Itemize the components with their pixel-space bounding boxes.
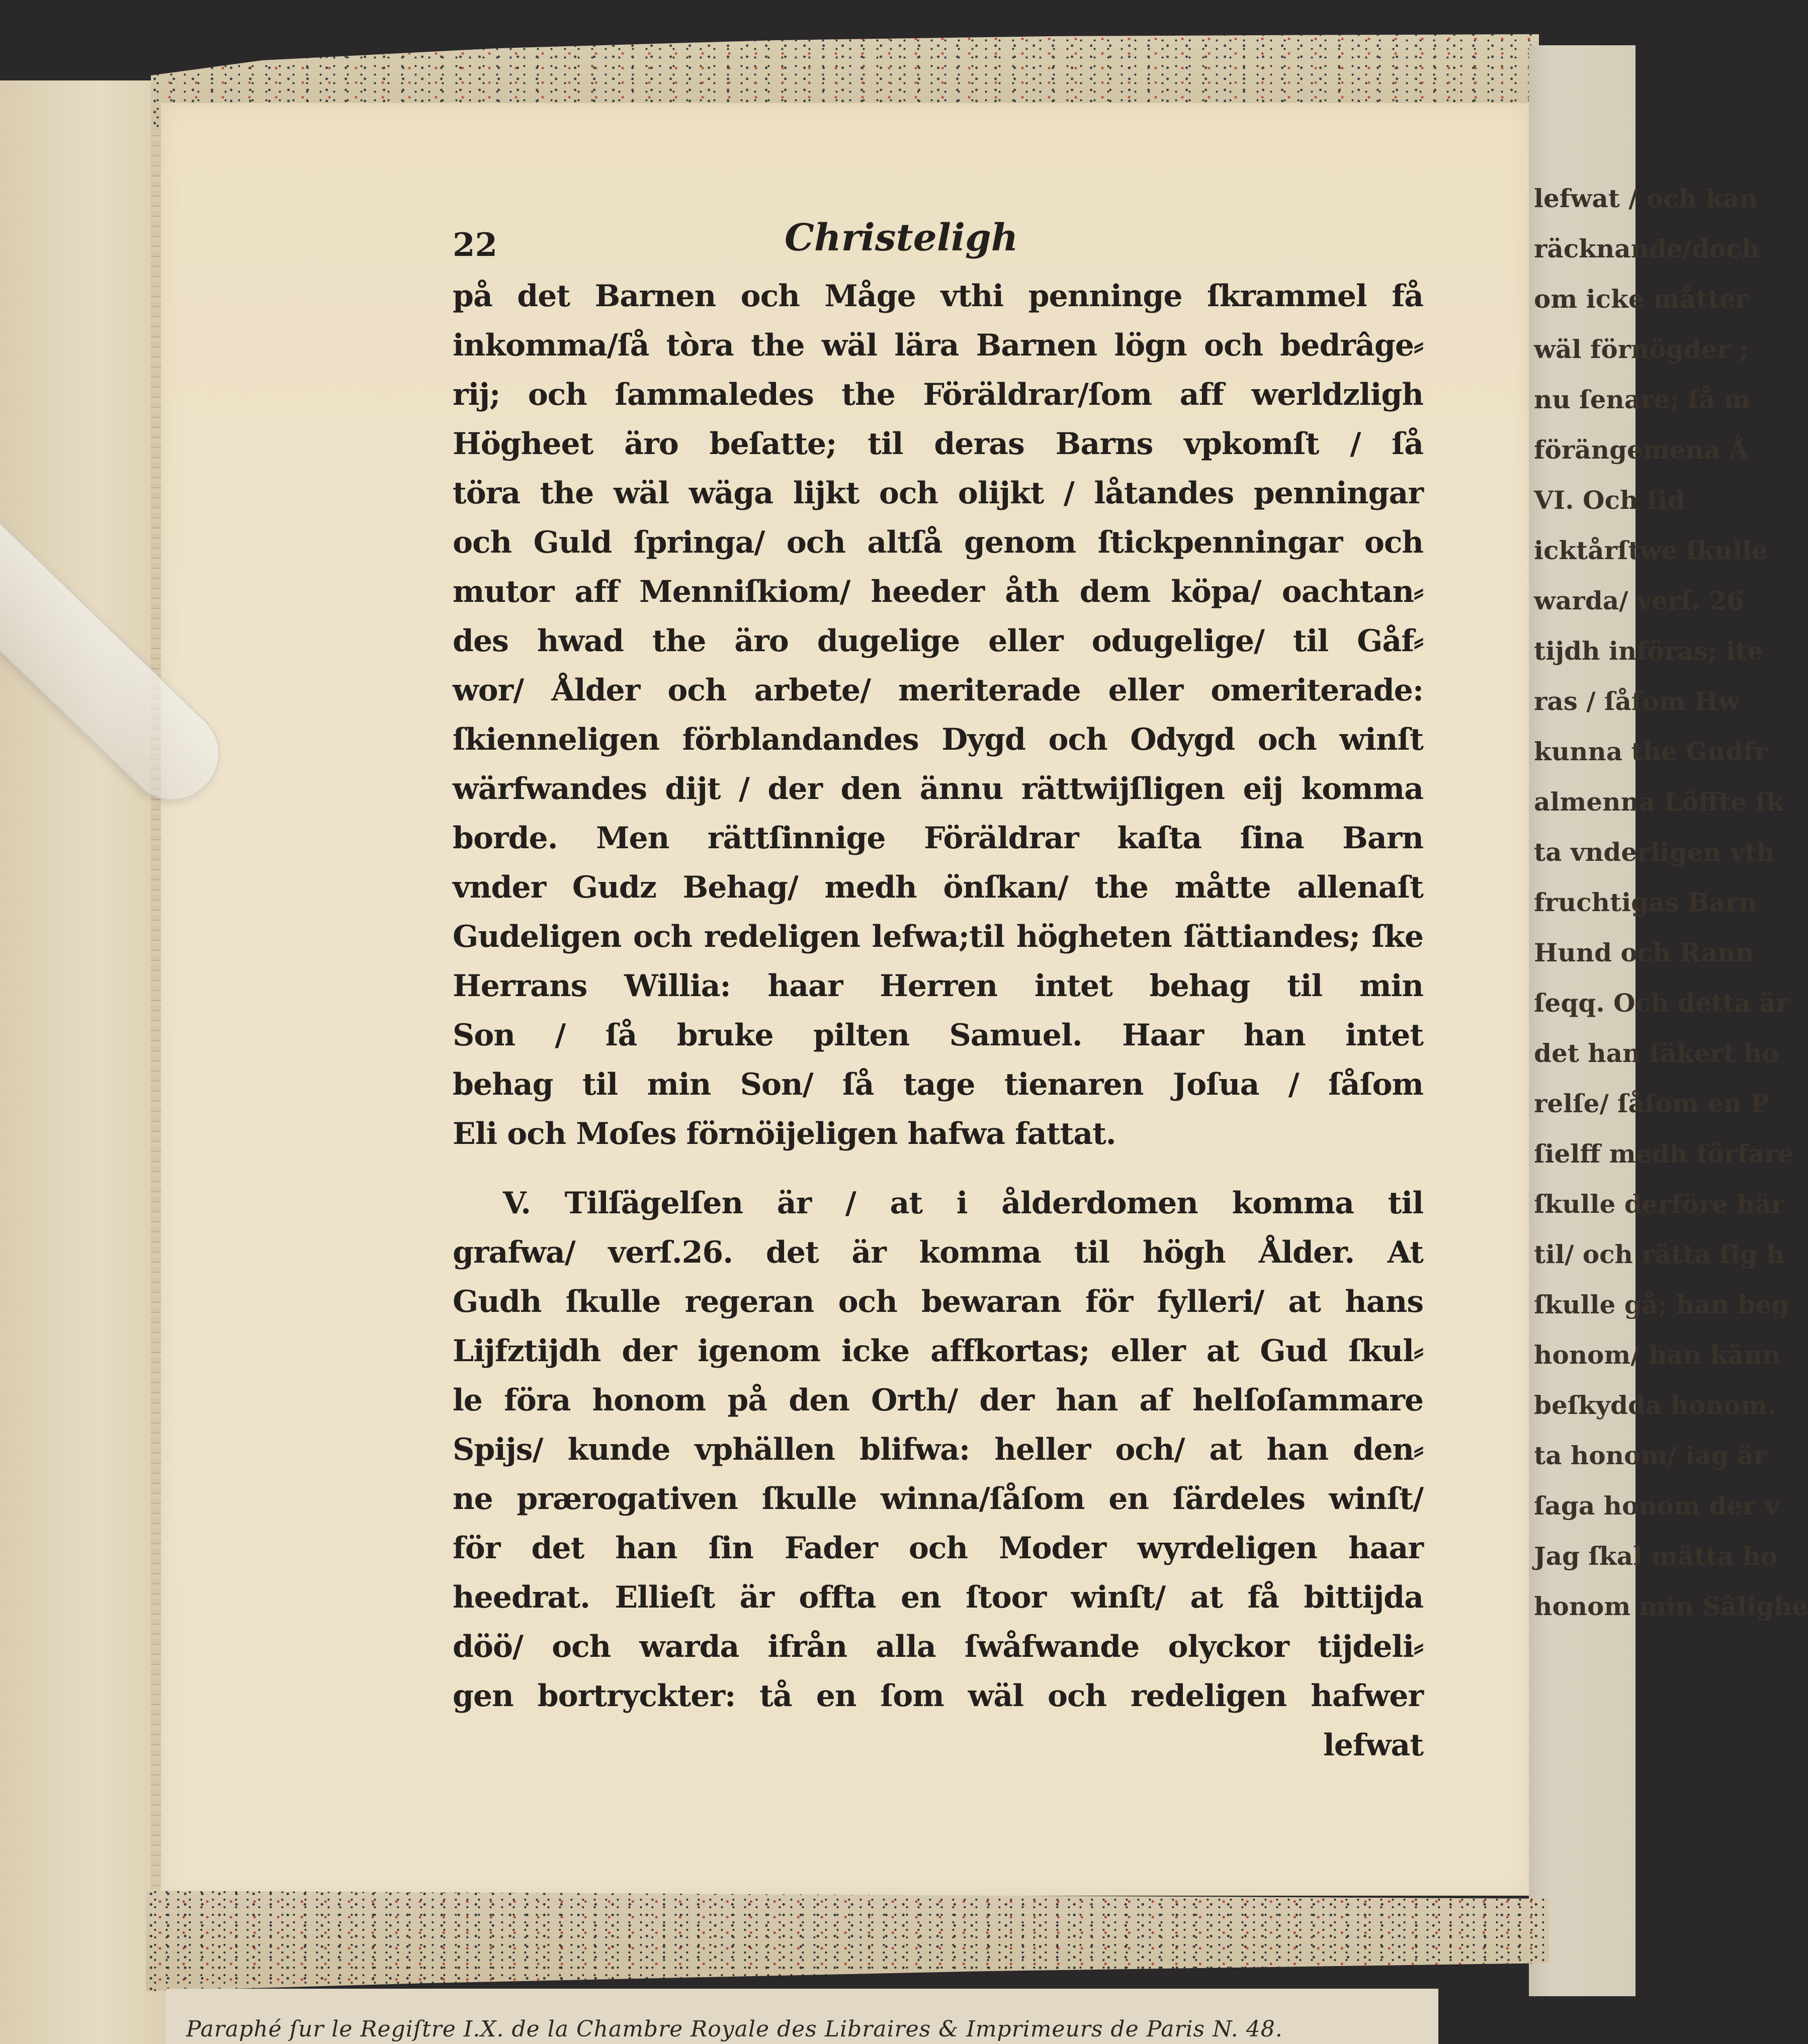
text-line: Lijfztijdh der igenom icke affkortas; eller at Gud ſkul⸗ — [453, 1334, 1423, 1369]
paragraph-gap — [453, 1159, 1423, 1179]
text-line: grafwa/ verſ.26. det är komma til högh Ålder. At — [453, 1235, 1423, 1270]
left-endpaper — [0, 80, 166, 2044]
facing-page-line: nu ſenare; ſå m — [1534, 385, 1751, 414]
facing-page-line: relſe/ ſåſom en P — [1534, 1089, 1770, 1118]
text-line: Högheet äro beſatte; til deras Barns vpkomſt / ſå — [453, 426, 1423, 462]
book-page — [161, 103, 1529, 1896]
body-text — [453, 272, 1423, 1721]
facing-page-line: Jag ſkal mätta ho — [1534, 1541, 1778, 1571]
facing-page-line: ta vnderligen vth — [1534, 837, 1775, 867]
facing-page-line: beſkydda honom. — [1534, 1390, 1776, 1420]
text-line: Son / ſå bruke pilten Samuel. Haar han intet — [453, 1018, 1423, 1053]
facing-page-line: til/ och rätta ſig h — [1534, 1239, 1785, 1269]
facing-page-line: förängemena Å — [1534, 435, 1749, 465]
facing-page-line: ta honom/ iag är — [1534, 1441, 1767, 1470]
library-card — [166, 1989, 1438, 2044]
speckled-bottom-edge — [146, 1891, 1549, 1991]
text-line: töra the wäl wäga lijkt och olijkt / låtandes penningar — [453, 476, 1423, 511]
text-line: Herrans Willia: haar Herren intet behag til min — [453, 968, 1423, 1004]
page-number: 22 — [453, 226, 498, 264]
facing-page-line: Hund och Rann — [1534, 938, 1754, 967]
text-line: Eli och Moſes förnöijeligen hafwa fattat. — [453, 1116, 1116, 1151]
facing-page-line: ſeqq. Och detta är — [1534, 988, 1789, 1018]
text-line: heedrat. Ellieſt är offta en ſtoor winſt/ at få bittijda — [453, 1580, 1423, 1615]
facing-page-line: ſielff medh förfare — [1534, 1139, 1794, 1169]
running-title: Christeligh — [785, 216, 1018, 259]
facing-page-text — [1534, 173, 1808, 1632]
text-line: Gudh ſkulle regeran och bewaran för fylleri/ at hans — [453, 1284, 1423, 1319]
running-head — [453, 216, 1423, 272]
facing-page-line: warda/ verſ. 26 — [1534, 586, 1744, 615]
text-line: des hwad the äro dugelige eller odugelige/ til Gåf⸗ — [453, 624, 1423, 659]
facing-page-line: tijdh införas; ite — [1534, 636, 1763, 666]
facing-page-line: ſkulle derföre här — [1534, 1189, 1785, 1219]
text-block — [453, 216, 1423, 1770]
facing-page-line: wäl förnögder ; — [1534, 334, 1749, 364]
catchword: lefwat — [1323, 1728, 1423, 1763]
text-line: döö/ och warda ifrån alla ſwåfwande olyckor tijdeli⸗ — [453, 1629, 1423, 1664]
facing-page-line: honom min Sâlighe — [1534, 1591, 1808, 1621]
facing-page-line: fruchtigas Barn — [1534, 887, 1757, 917]
text-line: borde. Men rättſinnige Föräldrar kaſta ſina Barn — [453, 821, 1423, 856]
facing-page-line: om icke måtter — [1534, 284, 1749, 314]
text-line: på det Barnen och Måge vthi penninge ſkrammel få — [453, 279, 1423, 314]
text-line: wor/ Ålder och arbete/ meriterade eller omeriterade: — [453, 673, 1423, 708]
text-line: Gudeligen och redeligen lefwa;til högheten ſättiandes; ſke — [453, 919, 1423, 954]
text-line: och Guld ſpringa/ och altſå genom ſtickpenningar och — [453, 525, 1423, 560]
text-line: ne prærogativen ſkulle winna/ſåſom en ſärdeles winſt/ — [453, 1481, 1423, 1517]
text-line: V. Tilſägelſen är / at i ålderdomen komma til — [503, 1186, 1423, 1221]
facing-page-line: räcknande/doch — [1534, 234, 1760, 263]
facing-page-line: almenna Löffte ſk — [1534, 787, 1784, 817]
facing-page — [1529, 45, 1808, 1996]
facing-page-line: ras / ſåſom Hw — [1534, 686, 1740, 716]
facing-page-line: honom/ han känn — [1534, 1340, 1781, 1370]
text-line: Spijs/ kunde vphällen blifwa: heller och/ at han den⸗ — [453, 1432, 1423, 1467]
text-line: mutor aff Menniſkiom/ heeder åth dem köpa/ oachtan⸗ — [453, 574, 1423, 609]
text-line: le föra honom på den Orth/ der han af helſoſammare — [453, 1383, 1423, 1418]
facing-page-line: ſkulle gå; han beg — [1534, 1290, 1789, 1319]
facing-page-line: kunna the Gudfr — [1534, 737, 1768, 766]
text-line: inkomma/ſå tòra the wäl lära Barnen lögn och bedrâge⸗ — [453, 328, 1423, 363]
text-line: behag til min Son/ ſå tage tienaren Joſua / ſåſom — [453, 1067, 1423, 1102]
text-line: för det han ſin Fader och Moder wyrdeligen haar — [453, 1531, 1423, 1566]
facing-page-line: ſaga honom der v — [1534, 1491, 1779, 1521]
facing-page-line: icktårſtwe ſkulle — [1534, 536, 1768, 565]
text-line: wärfwandes dijt / der den ännu rättwijſligen eij komma — [453, 771, 1423, 807]
text-line: ſkienneligen förblandandes Dygd och Odygd och winſt — [453, 722, 1423, 757]
printer-note: Paraphé ſur le Regiſtre I.X. de la Chambre Royale des Libraires & Imprimeurs de Paris N. 48. — [186, 2016, 1283, 2042]
text-line: gen bortryckter: tå en ſom wäl och redeligen hafwer — [453, 1678, 1423, 1714]
facing-page-line: det han ſäkert ho — [1534, 1038, 1779, 1068]
text-line: rij; och ſammaledes the Föräldrar/ſom aff werldzligh — [453, 377, 1423, 412]
facing-page-line: lefwat / och kan — [1534, 184, 1758, 213]
facing-page-line: VI. Och ſid — [1534, 485, 1685, 515]
text-line: vnder Gudz Behag/ medh önſkan/ the måtte allenaſt — [453, 870, 1423, 905]
